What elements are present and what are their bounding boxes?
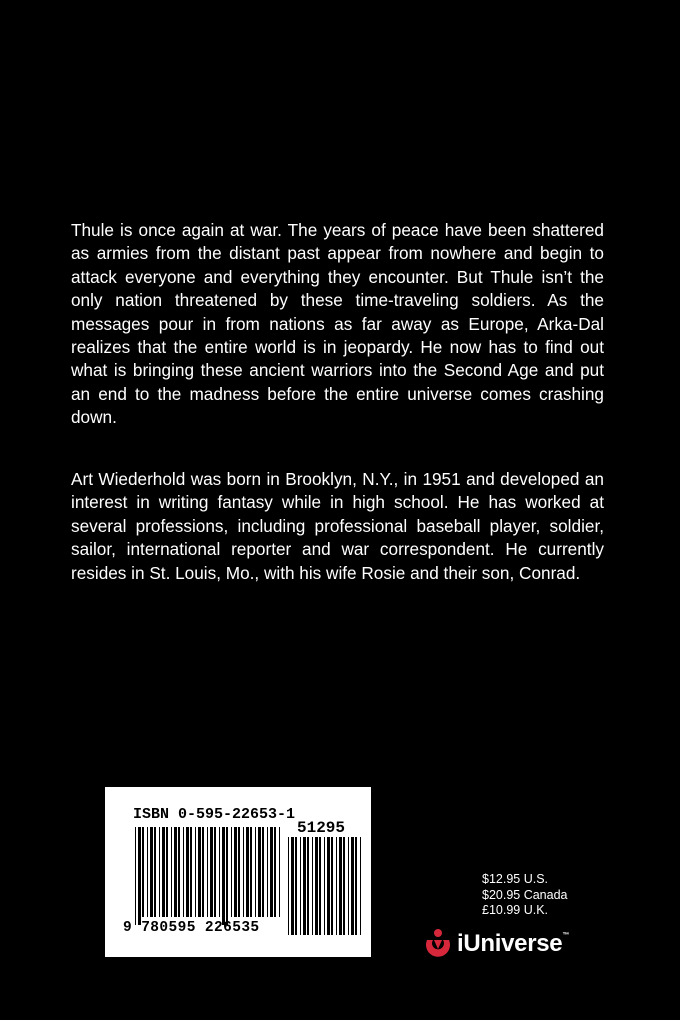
price-uk: £10.99 U.K. (482, 903, 549, 917)
isbn-barcode (105, 787, 371, 957)
publisher-name: iUniverse™ (457, 930, 570, 957)
isbn-label: ISBN 0-595-22653-1 (133, 806, 296, 823)
price-addon-code: 51295 (297, 819, 346, 837)
price-canada: $20.95 Canada (482, 887, 568, 902)
price-us: $12.95 U.S. (482, 872, 549, 886)
publisher-logo (424, 928, 569, 960)
book-description: Thule is once again at war. The years of peace have been shattered as armies from the distant past appear from nowhere and begin to attack everyone and everything they encounter. But Thule isn’t the only nation threatened by these time-traveling soldiers. As the messages pour in from nations as far away as Europe, Arka-Dal realizes that the entire world is in jeopardy. He now has to find out what is bringing these ancient warriors into the Second Age and put an end to the madness before the entire universe comes crashing down. (71, 220, 604, 428)
trademark-symbol: ™ (562, 932, 570, 939)
author-bio: Art Wiederhold was born in Brooklyn, N.Y., in 1951 and developed an interest in writing fantasy while in high school. He has worked at several professions, including professional baseball player, soldier, sailor, international reporter and war correspondent. He currently resides in St. Louis, Mo., with his wife Rosie and their son, Conrad. (71, 469, 604, 583)
ean-digits: 9 780595 226535 (123, 920, 260, 936)
iuniverse-logo-icon (424, 928, 452, 960)
price-list (482, 872, 568, 919)
